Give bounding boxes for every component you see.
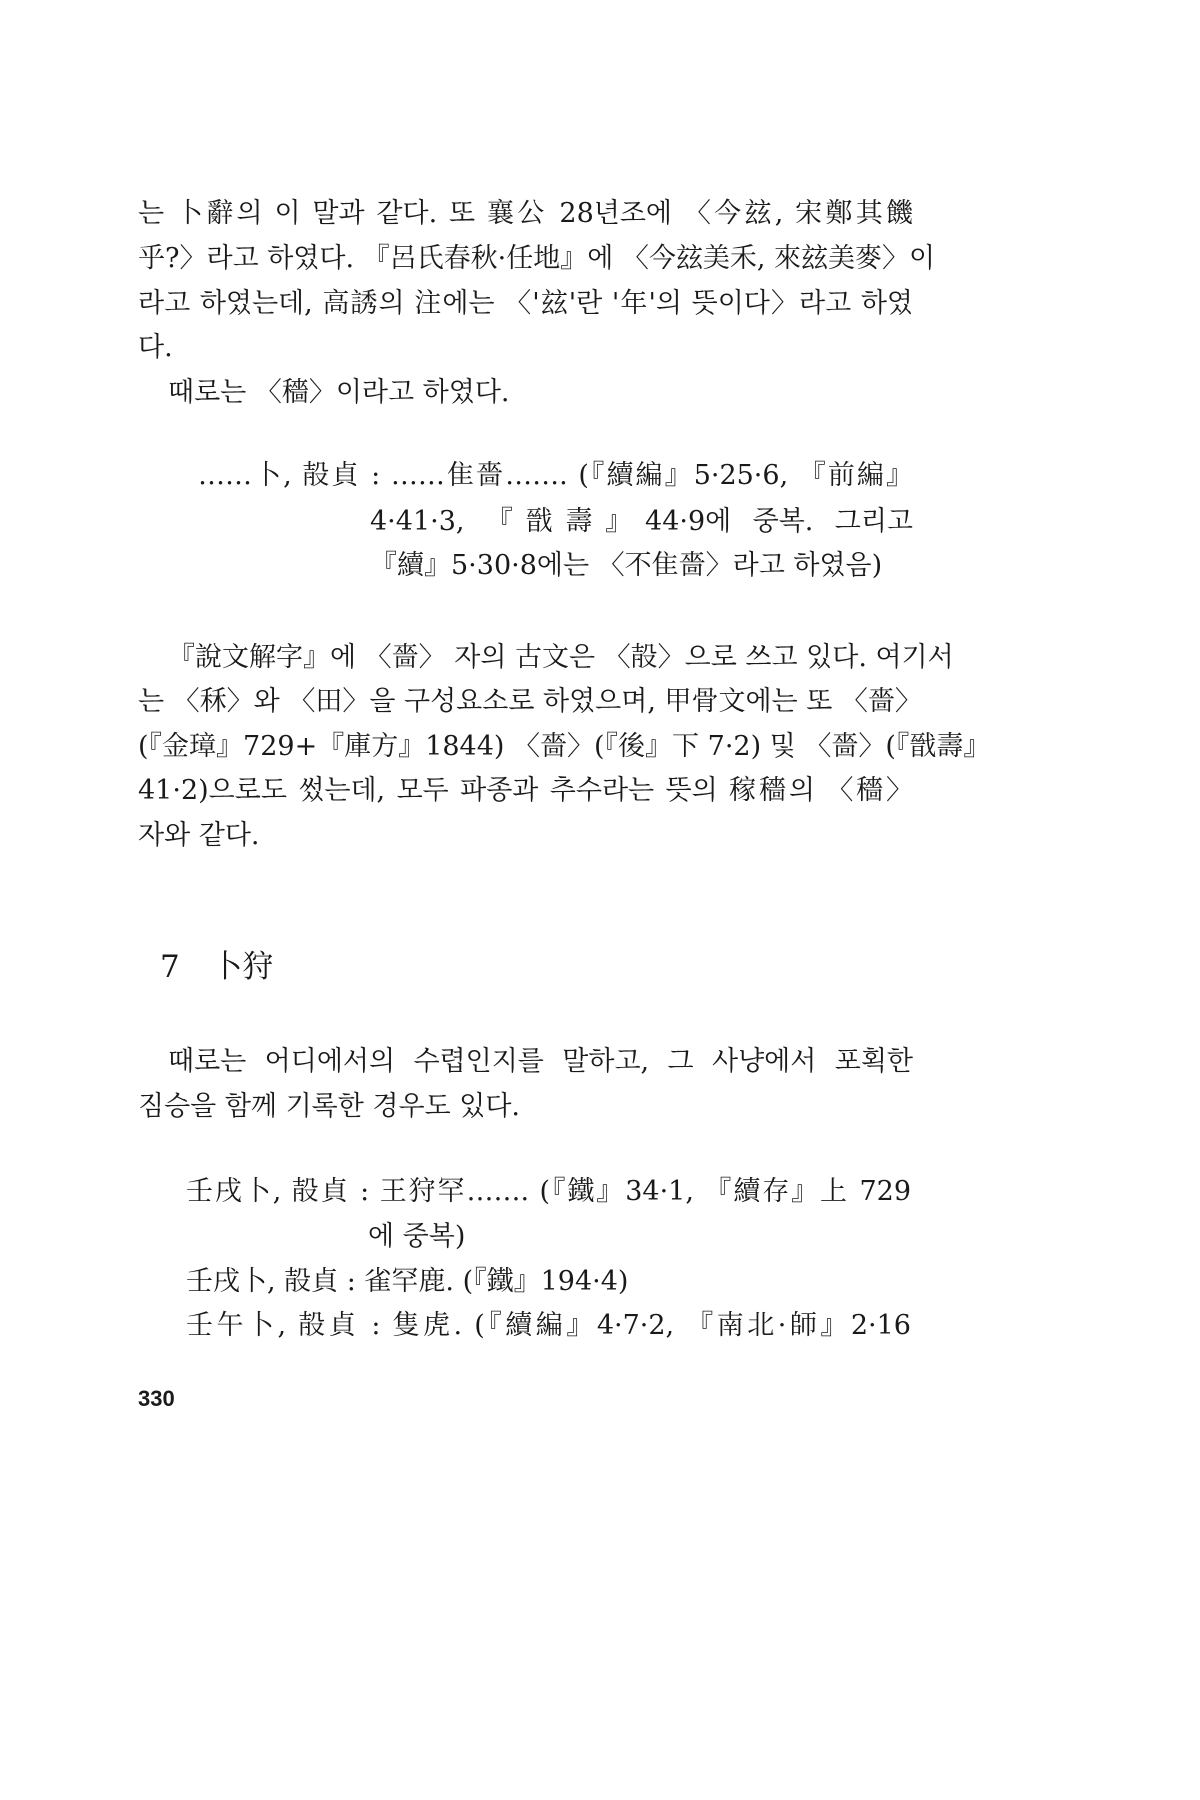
citation-line: 壬戌卜, 㱿貞 : 王狩罕……. (『鐵』34·1, 『續存』上 729 xyxy=(186,1176,911,1207)
paragraph-line: 乎?〉라고 하였다. 『呂氏春秋·任地』에 〈今玆美禾, 來玆美麥〉이 xyxy=(138,243,936,274)
paragraph-line: 때로는 어디에서의 수렵인지를 말하고, 그 사냥에서 포획한 xyxy=(168,1046,913,1077)
citation-line: 에 중복) xyxy=(368,1221,466,1252)
paragraph-line: (『金璋』729+『庫方』1844) 〈嗇〉(『後』下 7·2) 및 〈嗇〉(『戩壽』 xyxy=(138,731,991,762)
paragraph-line: 자와 같다. xyxy=(138,820,260,851)
citation-line: 4·41·3, 『戩壽』44·9에 중복. 그리고 xyxy=(370,506,913,537)
page-number: 330 xyxy=(138,1386,175,1411)
paragraph-line: 라고 하였는데, 高誘의 注에는 〈'玆'란 '年'의 뜻이다〉라고 하였 xyxy=(138,288,913,319)
paragraph-line: 때로는 〈穡〉이라고 하였다. xyxy=(168,377,510,408)
paragraph-line: 는 卜辭의 이 말과 같다. 또 襄公 28년조에 〈今玆, 宋鄭其饑 xyxy=(138,198,913,229)
paragraph-line: 다. xyxy=(138,332,173,363)
citation-line: 壬戌卜, 㱿貞 : 雀罕鹿. (『鐵』194·4) xyxy=(186,1266,629,1297)
citation-line: 『續』5·30·8에는 〈不隹嗇〉라고 하였음) xyxy=(370,550,883,581)
paragraph-line: 41·2)으로도 썼는데, 모두 파종과 추수라는 뜻의 稼穡의 〈穡〉 xyxy=(138,775,913,806)
section-title: 卜狩 xyxy=(211,949,274,985)
paragraph-line: 『說文解字』에 〈嗇〉 자의 古文은 〈㱿〉으로 쓰고 있다. 여기서 xyxy=(168,642,954,673)
section-heading xyxy=(160,949,274,985)
citation-line: 壬午卜, 㱿貞 : 隻虎. (『續編』4·7·2, 『南北·師』2·16 xyxy=(186,1310,911,1341)
section-number: 7 xyxy=(160,949,180,985)
paragraph-line: 짐승을 함께 기록한 경우도 있다. xyxy=(138,1091,520,1122)
citation-line: ……卜, 㱿貞 : ……隹嗇……. (『續編』5·25·6, 『前編』 xyxy=(198,460,913,491)
paragraph-line: 는 〈秝〉와 〈田〉을 구성요소로 하였으며, 甲骨文에는 또 〈嗇〉 xyxy=(138,686,922,717)
